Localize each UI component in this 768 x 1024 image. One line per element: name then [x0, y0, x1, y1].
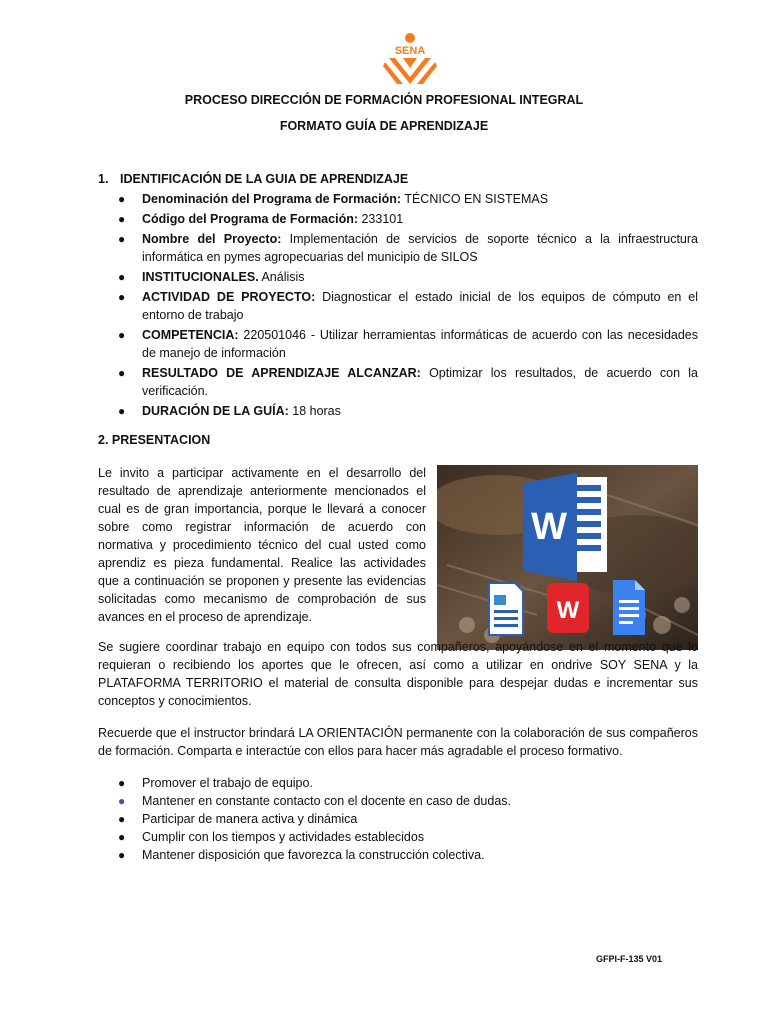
list-item: ● Denominación del Programa de Formación: TÉCNICO EN SISTEMAS — [118, 192, 549, 206]
list-item: ● Mantener en constante contacto con el docente en caso de dudas. — [118, 794, 512, 808]
list-item: ● ACTIVIDAD DE PROYECTO: Diagnosticar el estado inicial de los equipos de cómputo en el entorno de trabajo — [118, 290, 698, 322]
recommendations-list — [98, 774, 698, 864]
svg-text:SENA: SENA — [394, 45, 426, 57]
svg-text:W: W — [556, 597, 580, 624]
word-icon — [523, 473, 607, 581]
list-item: ● Cumplir con los tiempos y actividades establecidos — [118, 830, 425, 844]
google-docs-icon — [613, 580, 645, 635]
process-title: PROCESO DIRECCIÓN DE FORMACIÓN PROFESIONAL INTEGRAL — [184, 93, 584, 107]
list-item: ● Promover el trabajo de equipo. — [118, 776, 313, 790]
list-item: ● RESULTADO DE APRENDIZAJE ALCANZAR: Optimizar los resultados, de acuerdo con la verificación. — [118, 366, 698, 398]
section1-heading: 1. IDENTIFICACIÓN DE LA GUIA DE APRENDIZAJE — [98, 172, 409, 186]
document-icon — [489, 583, 523, 635]
list-item: ● Nombre del Proyecto: Implementación de servicios de soporte técnico a la infraestructura informática en pymes agropecuarias del municipio de SILOS — [118, 232, 698, 264]
form-code: GFPI-F-135 V01 — [596, 954, 663, 964]
format-title: FORMATO GUÍA DE APRENDIZAJE — [279, 119, 489, 133]
sena-logo — [383, 32, 437, 88]
list-item: ● COMPETENCIA: 220501046 - Utilizar herramientas informáticas de acuerdo con las necesidades de manejo de información — [118, 328, 698, 360]
section2-heading: 2. PRESENTACION — [98, 433, 211, 447]
office-apps-image — [437, 465, 698, 650]
teamwork-paragraph: Se sugiere coordinar trabajo en equipo con todos sus compañeros, apoyándose en el momento que lo requieran o recibiendo los aportes que le ofrecen, así como a utilizar en ondrive SOY SENA y la PLATAFORMA TERRITORIO el material de consulta disponible para despejar dudas e incrementar sus conceptos y conocimientos. — [98, 640, 698, 708]
list-item: ● INSTITUCIONALES. Análisis — [118, 270, 305, 284]
wps-icon — [547, 583, 589, 633]
list-item: ● Código del Programa de Formación: 233101 — [118, 212, 404, 226]
identification-list — [98, 190, 698, 422]
svg-text:W: W — [531, 506, 567, 548]
list-item: ● Participar de manera activa y dinámica — [118, 812, 358, 826]
instructor-paragraph: Recuerde que el instructor brindará LA ORIENTACIÓN permanente con la colaboración de sus compañeros de formación. Comparta e interactúe con ellos para hacer más agradable el proceso formativo. — [98, 726, 698, 758]
list-item: ● Mantener disposición que favorezca la construcción colectiva. — [118, 848, 485, 862]
list-item: ● DURACIÓN DE LA GUÍA: 18 horas — [118, 404, 341, 418]
presentation-paragraph: Le invito a participar activamente en el desarrollo del resultado de aprendizaje anteriormente mencionados el cual es de gran importancia, porque le llevará a conocer sobre como registrar información de acuerdo con normativa y procedimiento técnico del cual usted como aprendiz es pieza fundamental. Realice las actividades que a continuación se proponen y presente las evidencias solicitadas como mecanismo de comprobación de sus avances en el proceso de aprendizaje. — [98, 466, 426, 624]
